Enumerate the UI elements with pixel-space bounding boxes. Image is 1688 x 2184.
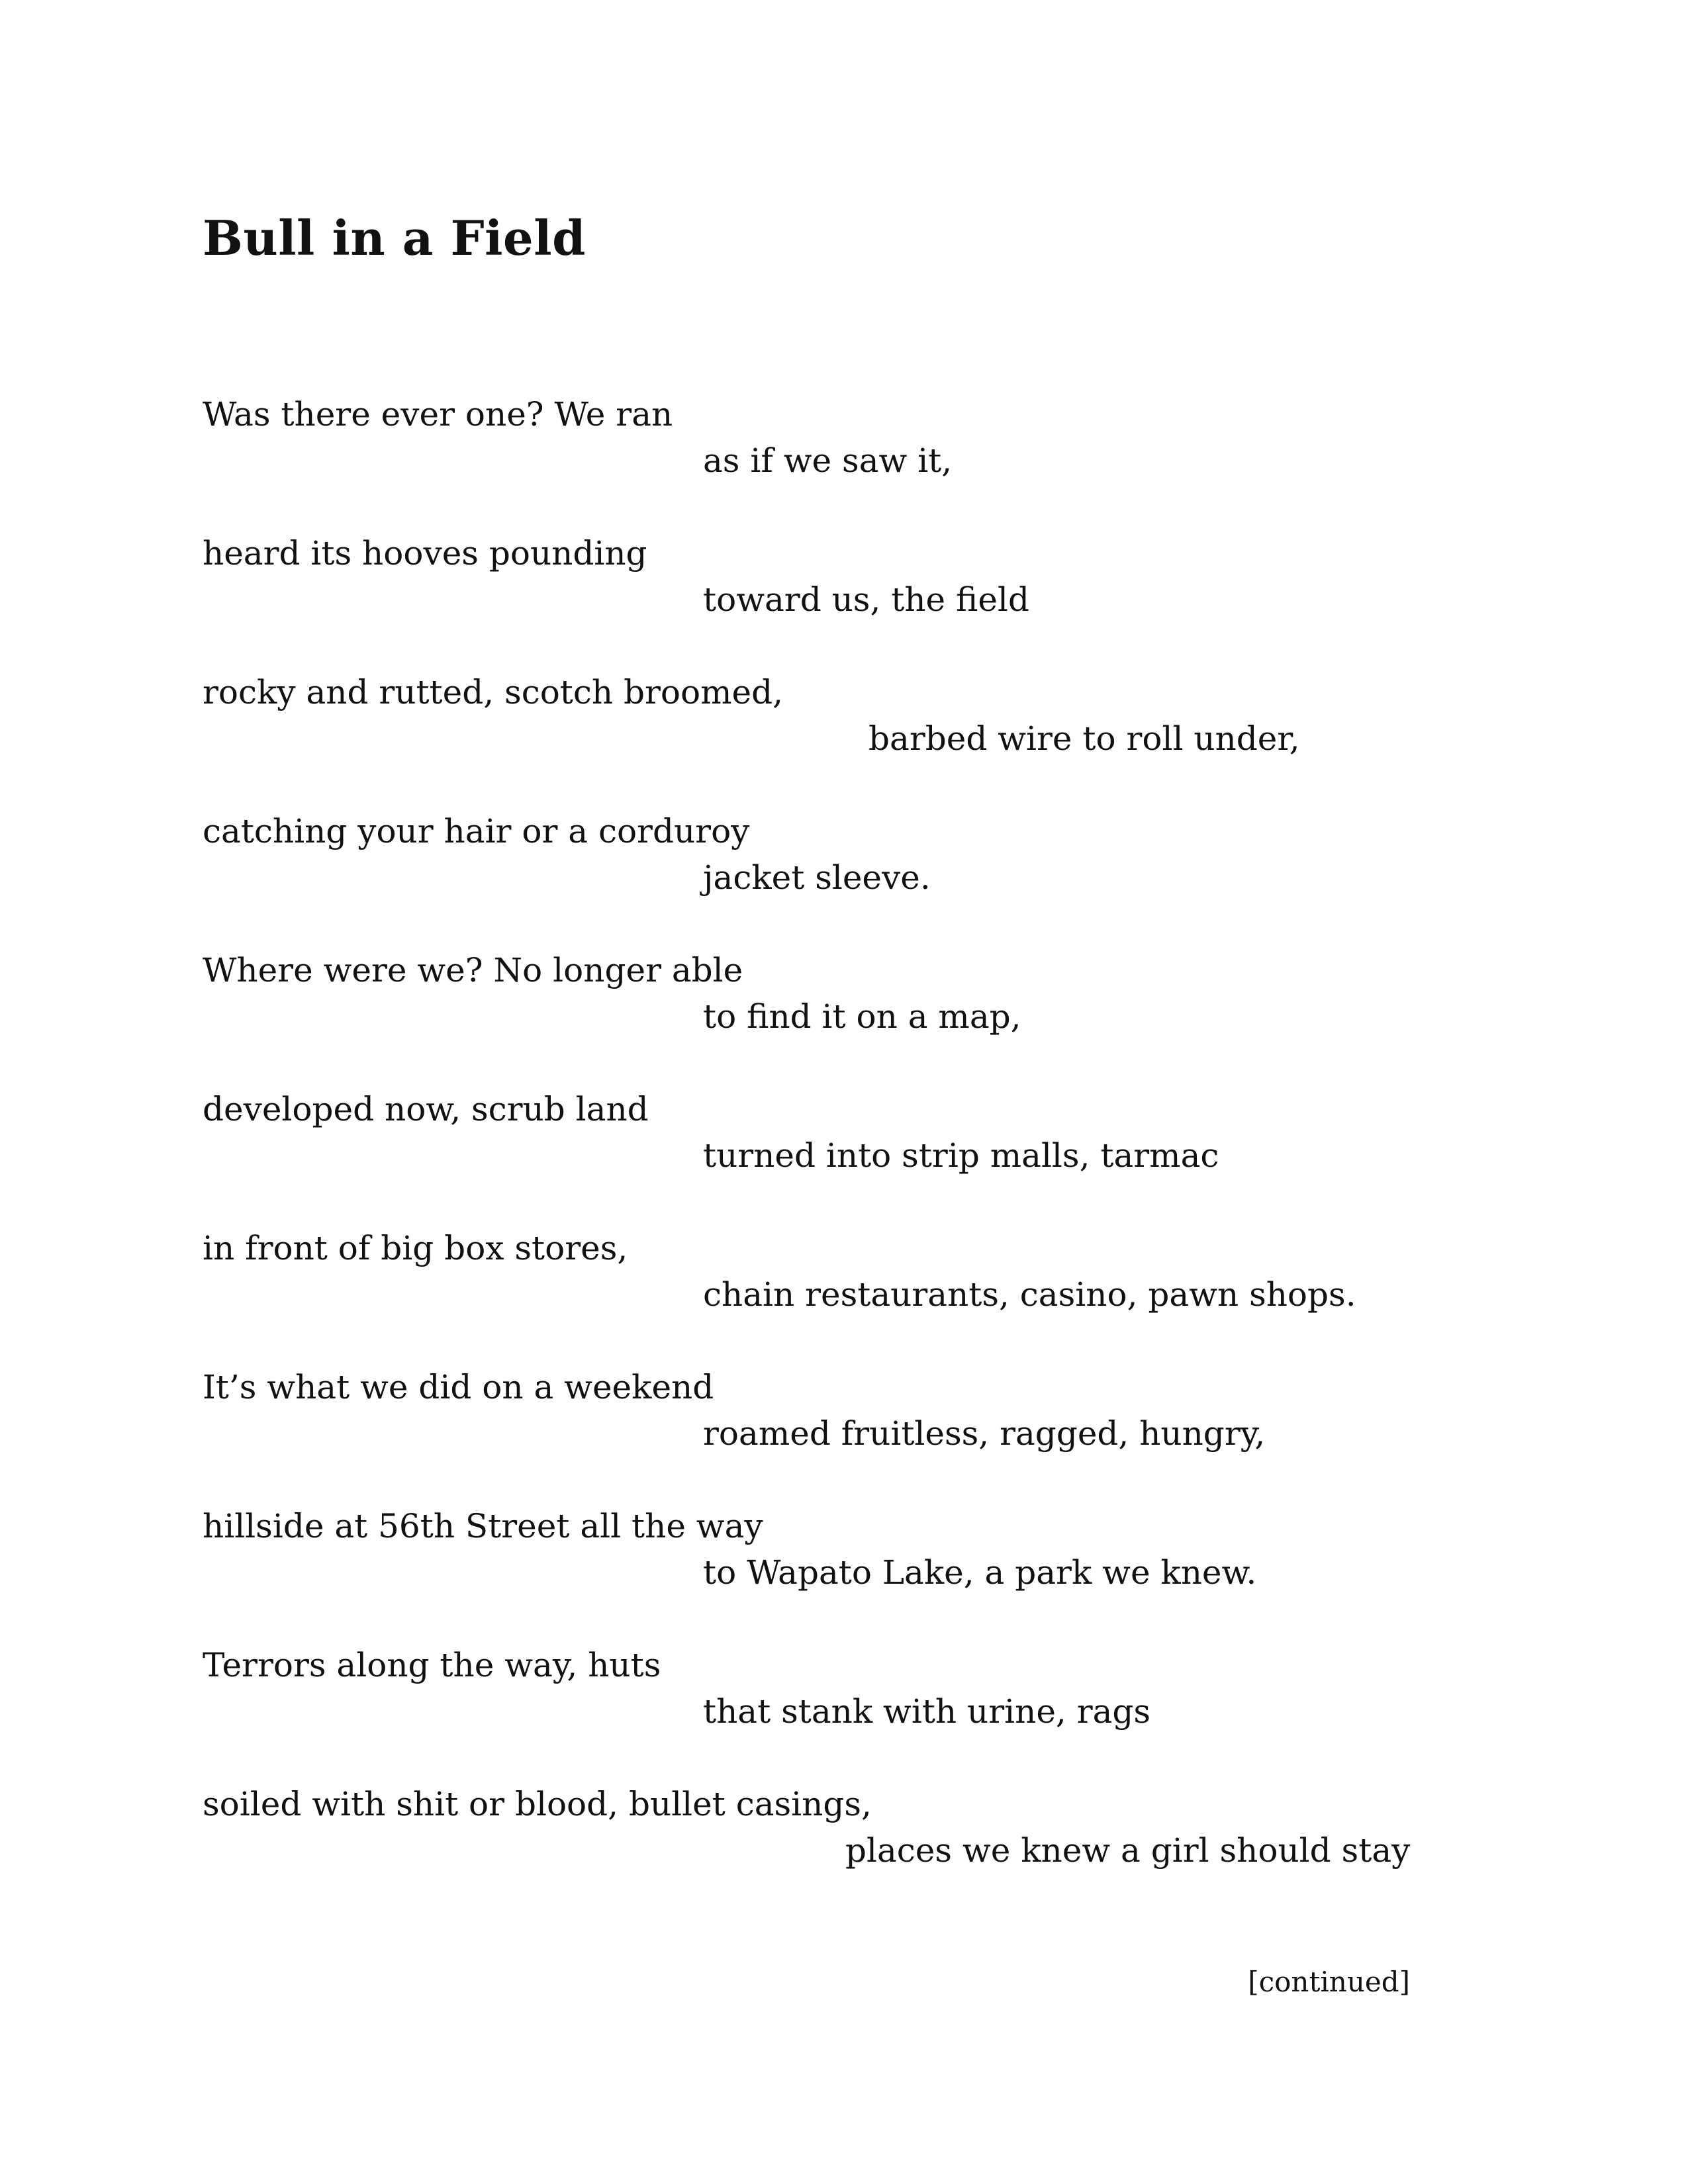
stanza-1-line-2: as if we saw it, — [703, 441, 953, 480]
stanza-1-line-1: Was there ever one? We ran — [203, 395, 673, 433]
stanza-5-line-2: to find it on a map, — [703, 997, 1021, 1036]
stanza-2-line-2: toward us, the field — [703, 580, 1029, 619]
stanza-6-line-2: turned into strip malls, tarmac — [703, 1136, 1219, 1175]
poem-title: Bull in a Field — [203, 210, 586, 266]
stanza-11-line-1: soiled with shit or blood, bullet casings, — [203, 1785, 872, 1823]
stanza-6-line-1: developed now, scrub land — [203, 1090, 649, 1128]
stanza-8-line-1: It’s what we did on a weekend — [203, 1368, 714, 1406]
stanza-10-line-2: that stank with urine, rags — [703, 1692, 1151, 1731]
stanza-10-line-1: Terrors along the way, huts — [203, 1646, 661, 1684]
stanza-5-line-1: Where were we? No longer able — [203, 951, 743, 989]
continued-note: [continued] — [1248, 1966, 1410, 1998]
stanza-9-line-1: hillside at 56th Street all the way — [203, 1507, 763, 1545]
stanza-3-line-2: barbed wire to roll under, — [868, 719, 1300, 758]
stanza-8-line-2: roamed fruitless, ragged, hungry, — [703, 1414, 1266, 1453]
stanza-4-line-2: jacket sleeve. — [703, 858, 931, 897]
stanza-3-line-1: rocky and rutted, scotch broomed, — [203, 673, 784, 711]
stanza-7-line-2: chain restaurants, casino, pawn shops. — [703, 1275, 1356, 1314]
stanza-11-line-2: places we knew a girl should stay — [845, 1831, 1411, 1870]
stanza-2-line-1: heard its hooves pounding — [203, 534, 647, 572]
stanza-9-line-2: to Wapato Lake, a park we knew. — [703, 1553, 1257, 1592]
stanza-4-line-1: catching your hair or a corduroy — [203, 812, 750, 850]
stanza-7-line-1: in front of big box stores, — [203, 1229, 628, 1267]
